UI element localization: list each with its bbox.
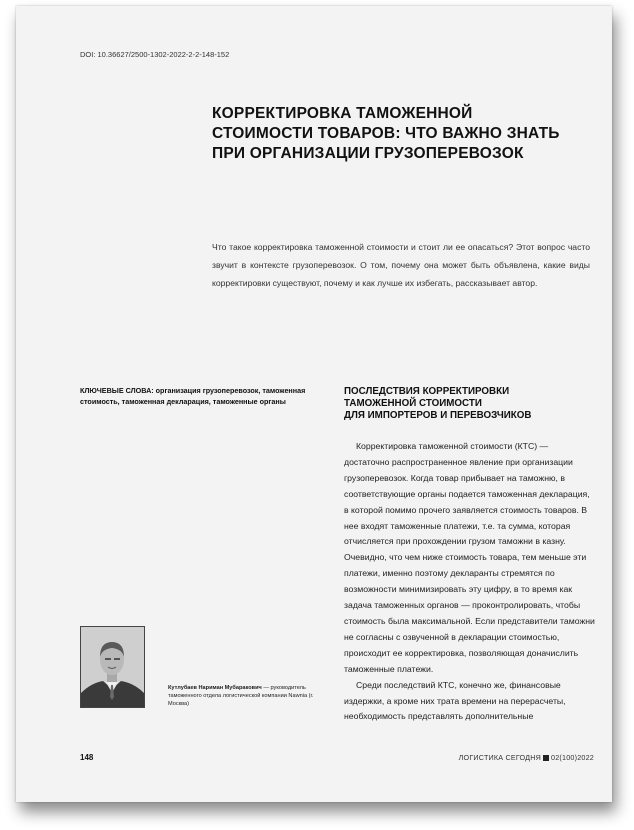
section-heading bbox=[344, 386, 594, 422]
body-paragraph: Среди последствий КТС, конечно же, финансовые издержки, а кроме них трата времени на перерасчеты, необходимость представлять дополнительные bbox=[344, 679, 566, 722]
section-heading-line: ТАМОЖЕННОЙ СТОИМОСТИ bbox=[344, 398, 482, 409]
journal-issue: 02(100)2022 bbox=[551, 753, 594, 762]
article-title-line: КОРРЕКТИРОВКА ТАМОЖЕННОЙ bbox=[212, 105, 473, 122]
author-portrait-icon bbox=[81, 627, 144, 707]
doi-line: DOI: 10.36627/2500-1302-2022-2-2-148-152 bbox=[80, 50, 230, 59]
section-heading-line: ПОСЛЕДСТВИЯ КОРРЕКТИРОВКИ bbox=[344, 386, 510, 397]
square-separator-icon bbox=[543, 755, 549, 761]
author-photo bbox=[80, 626, 145, 708]
article-body bbox=[344, 439, 596, 725]
keywords-text: организация грузоперевозок, таможенная стоимость, таможенная декларация, таможенные органы bbox=[80, 386, 306, 406]
page-number: 148 bbox=[80, 753, 94, 762]
journal-name: ЛОГИСТИКА СЕГОДНЯ bbox=[458, 753, 542, 762]
article-lead: Что такое корректировка таможенной стоимости и стоит ли ее опасаться? Этот вопрос часто звучит в контексте грузоперевозок. О том, почему она может быть объявлена, какие виды корректировки существуют, почему и как лучше их избегать, рассказывает автор. bbox=[212, 242, 590, 288]
article-title-line: СТОИМОСТИ ТОВАРОВ: ЧТО ВАЖНО ЗНАТЬ bbox=[212, 125, 560, 142]
journal-page bbox=[16, 6, 612, 802]
body-paragraph: Корректировка таможенной стоимости (КТС) — достаточно распространенное явление при организации грузоперевозок. Когда товар прибывает на таможню, в соответствующие органы подается таможенная декларация, в которой помимо прочего заявляется стоимость товаров. В нее входят таможенные платежи, т.е. та сумма, которая отчисляется при прохождении грузом таможни в казну. Очевидно, что чем ниже стоимость товара, тем меньше эти платежи, именно поэтому декларанты стремятся по возможности минимизировать эту цифру, в то время как задача таможенных органов — проконтролировать, чтобы стоимость была максимальной. Если представители таможни не согласны с озвученной в декларации стоимостью, происходит ее корректировка, позволяющая доначислить таможенные платежи. bbox=[344, 441, 595, 674]
journal-footer bbox=[459, 753, 594, 762]
article-title-line: ПРИ ОРГАНИЗАЦИИ ГРУЗОПЕРЕВОЗОК bbox=[212, 145, 524, 162]
keywords-block bbox=[80, 386, 328, 407]
section-heading-line: ДЛЯ ИМПОРТЕРОВ И ПЕРЕВОЗЧИКОВ bbox=[344, 410, 532, 421]
author-name: Кутлубаев Нариман Мубаракович bbox=[168, 685, 262, 691]
author-caption bbox=[168, 684, 333, 708]
keywords-label: КЛЮЧЕВЫЕ СЛОВА: bbox=[80, 386, 154, 395]
author-role: — руководитель таможенного отдела логистической компании Nawnia (г. Москва) bbox=[168, 685, 314, 707]
article-title bbox=[212, 104, 572, 164]
